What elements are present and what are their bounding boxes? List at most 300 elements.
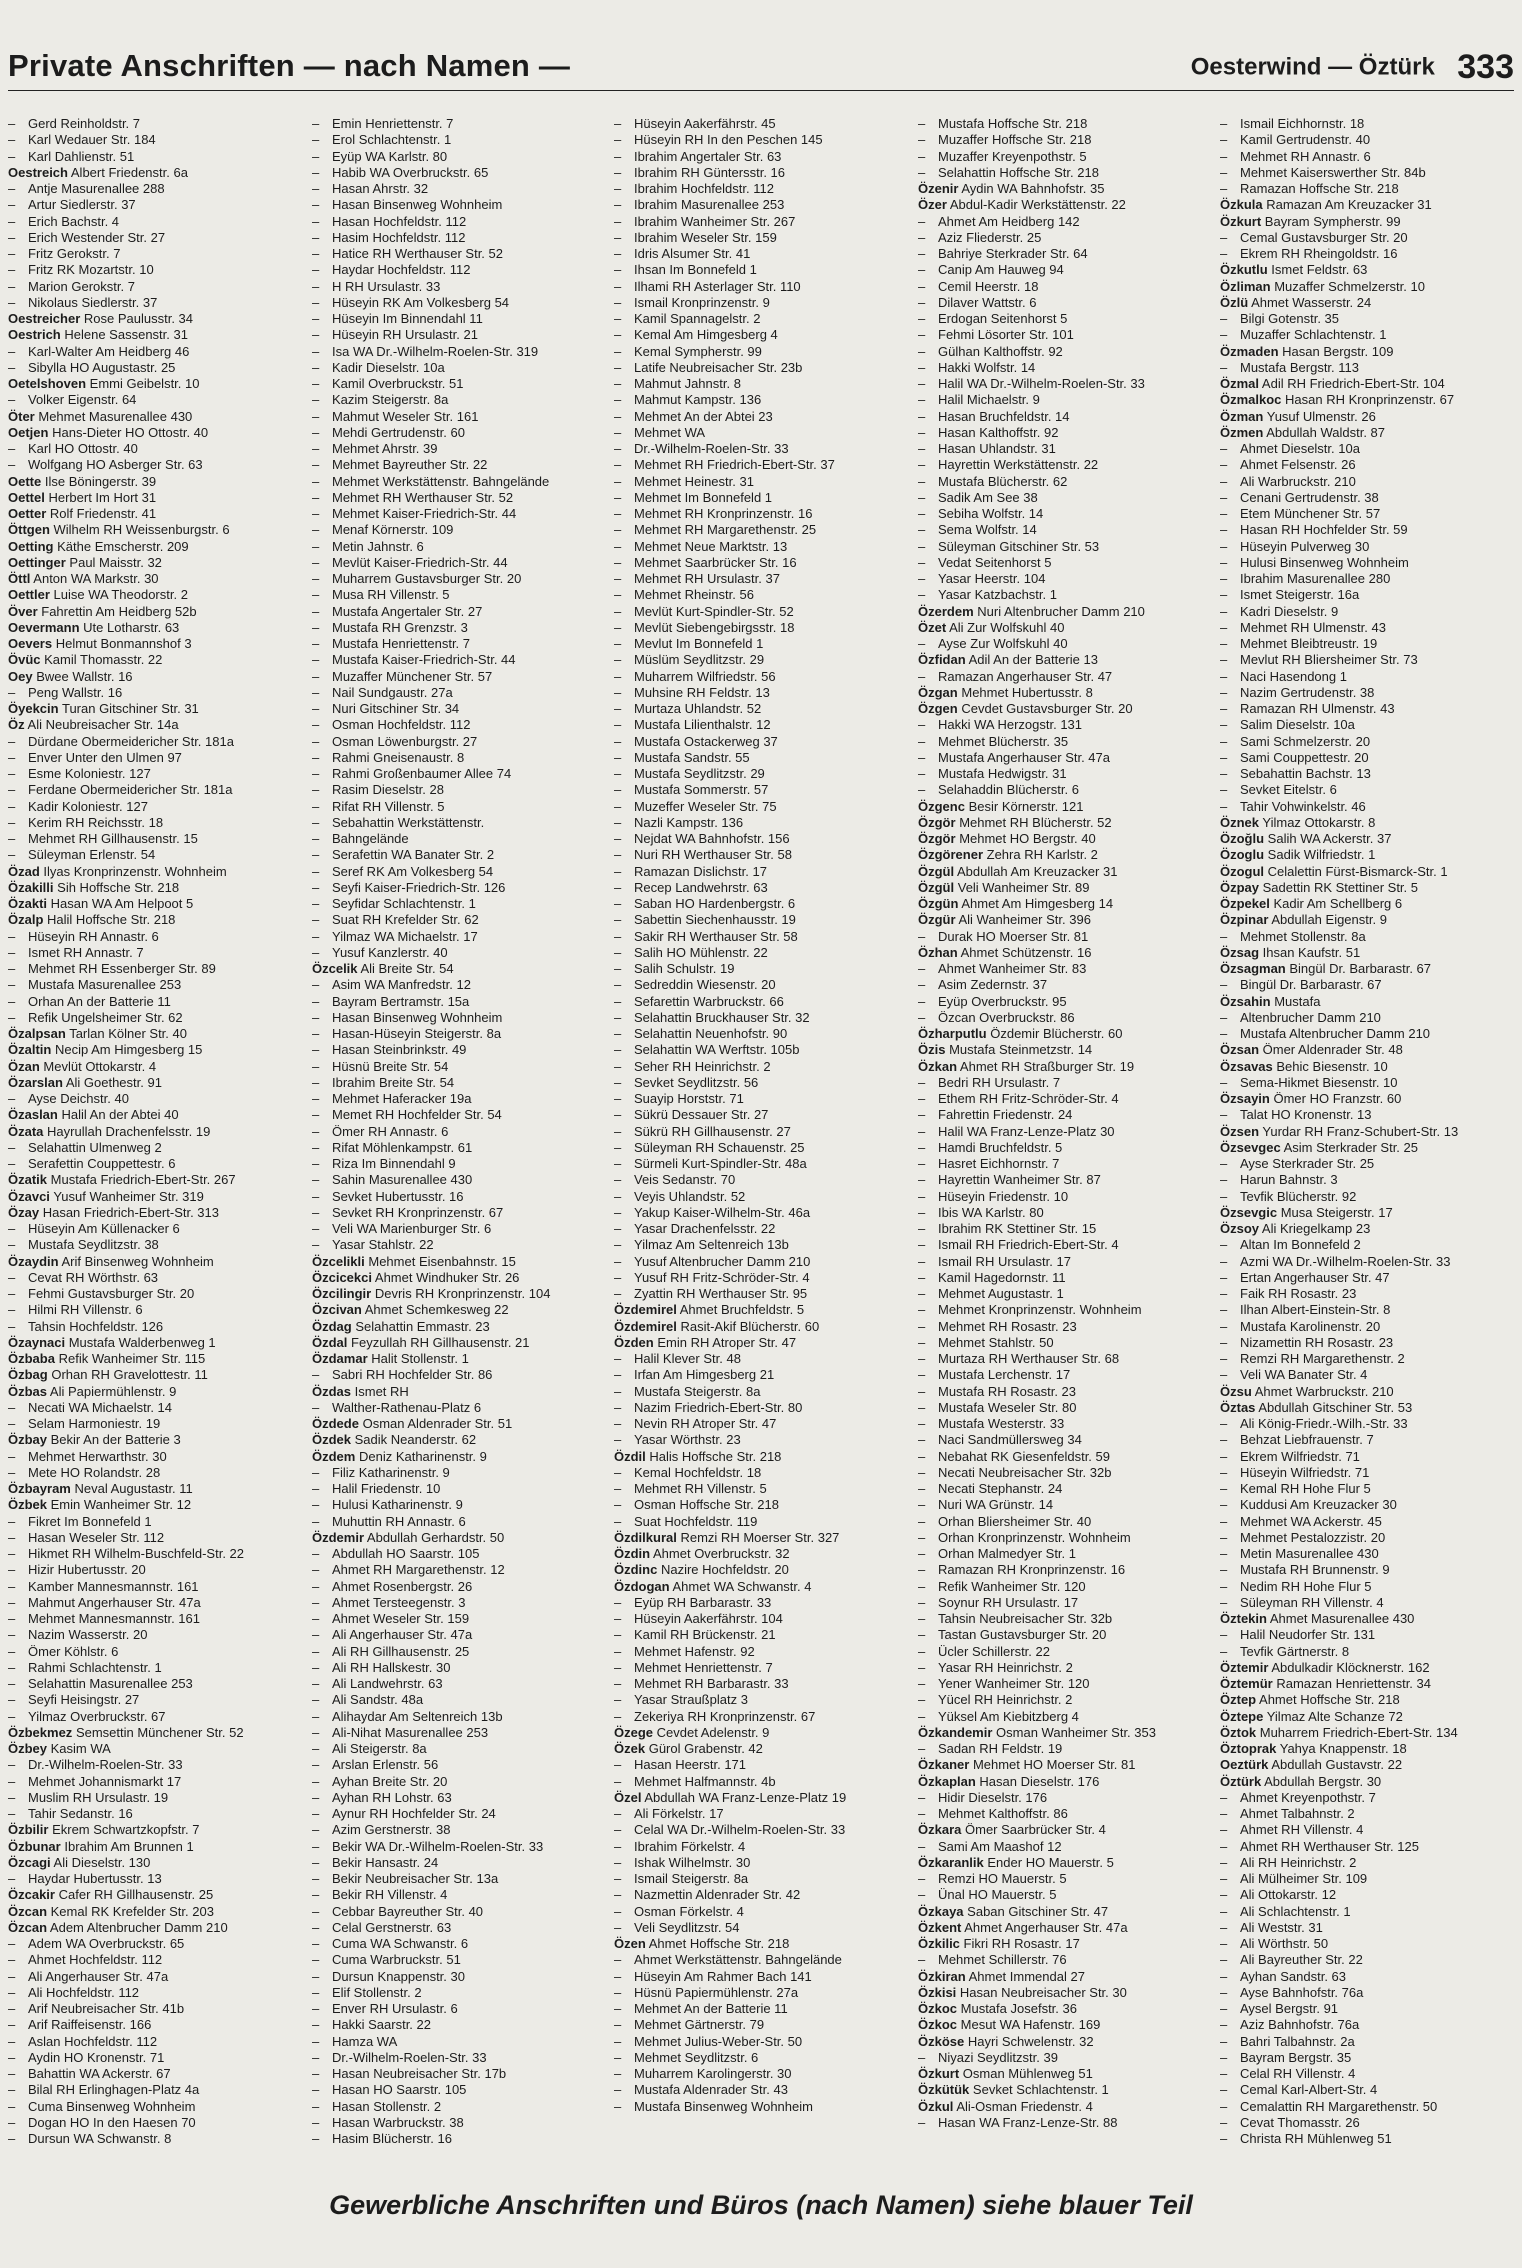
listing-text: Volker Eigenstr. 64 xyxy=(28,392,137,408)
continuation-dash: – xyxy=(918,1253,926,1269)
listing-text: Ibrahim Masurenallee 253 xyxy=(634,197,785,213)
surname: Özgen xyxy=(918,701,958,716)
surname-entry xyxy=(1220,1091,1512,1107)
continuation-dash: – xyxy=(312,1903,320,1919)
listing-entry xyxy=(614,311,906,327)
surname-entry xyxy=(312,1530,604,1546)
continuation-dash: – xyxy=(614,164,622,180)
listing-entry xyxy=(614,2001,906,2017)
surname: Özsayin xyxy=(1220,1091,1270,1106)
listing-text: Yüksel Am Kiebitzberg 4 xyxy=(938,1708,1079,1724)
continuation-dash: – xyxy=(1220,619,1228,635)
listing-text: Ali Neubreisacher Str. 14a xyxy=(27,717,179,733)
listing-entry xyxy=(312,1172,604,1188)
listing-text: Mustafa Kaiser-Friedrich-Str. 44 xyxy=(332,652,516,668)
listing-entry xyxy=(8,441,300,457)
listing-text: Mustafa Karolinenstr. 20 xyxy=(1240,1318,1381,1334)
listing-text: Hasim Blücherstr. 16 xyxy=(332,2131,452,2146)
listing-text: Gerd Reinholdstr. 7 xyxy=(28,116,141,131)
listing-entry xyxy=(614,197,906,213)
listing-entry xyxy=(8,181,300,197)
continuation-dash: – xyxy=(8,977,16,993)
listing-text: Mehmet RH Essenberger Str. 89 xyxy=(28,961,216,976)
listing-text: Emin Wanheimer Str. 12 xyxy=(50,1497,192,1513)
continuation-dash: – xyxy=(312,2098,320,2114)
listing-text: Hans-Dieter HO Ottostr. 40 xyxy=(52,424,209,440)
surname-entry xyxy=(1220,376,1512,392)
listing-text: Mustafa Seydlitzstr. 38 xyxy=(28,1237,159,1253)
surname: Özaltin xyxy=(8,1042,52,1058)
listing-entry xyxy=(614,1059,906,1075)
continuation-dash: – xyxy=(918,1806,926,1821)
surname: Özis xyxy=(918,1042,946,1058)
listing-entry xyxy=(312,1644,604,1660)
listing-entry xyxy=(312,2050,604,2066)
listing-text: Hasan Friedrich-Ebert-Str. 313 xyxy=(42,1204,219,1220)
listing-text: Osman Aldenrader Str. 51 xyxy=(362,1416,513,1431)
listing-text: Albert Friedenstr. 6a xyxy=(70,164,188,180)
listing-text: Mehmet Kaiser-Friedrich-Str. 44 xyxy=(332,506,517,521)
listing-text: Latife Neubreisacher Str. 23b xyxy=(634,359,803,375)
listing-entry xyxy=(312,1936,604,1952)
continuation-dash: – xyxy=(8,1286,16,1301)
listing-text: Saban HO Hardenbergstr. 6 xyxy=(634,896,796,911)
listing-text: Dürdane Obermeidericher Str. 181a xyxy=(28,733,234,749)
listing-text: Nazmettin Aldenrader Str. 42 xyxy=(634,1887,801,1903)
listing-entry xyxy=(614,815,906,831)
continuation-dash: – xyxy=(312,896,320,911)
listing-text: Ayse Deichstr. 40 xyxy=(28,1091,129,1106)
surname: Özköse xyxy=(918,2033,965,2049)
surname-entry xyxy=(1220,994,1512,1010)
listing-text: Ramazan Hoffsche Str. 218 xyxy=(1240,181,1399,196)
continuation-dash: – xyxy=(8,1952,16,1968)
continuation-dash: – xyxy=(312,424,320,440)
continuation-dash: – xyxy=(312,457,320,473)
listing-text: Özdemir Blücherstr. 60 xyxy=(990,1026,1123,1041)
continuation-dash: – xyxy=(918,457,926,473)
listing-text: Ibrahim Hochfeldstr. 112 xyxy=(634,181,774,196)
listing-entry xyxy=(614,376,906,392)
listing-entry xyxy=(312,636,604,652)
continuation-dash: – xyxy=(312,1936,320,1951)
surname-entry xyxy=(918,847,1210,863)
continuation-dash: – xyxy=(918,327,926,343)
listing-text: Musa RH Villenstr. 5 xyxy=(332,587,450,603)
continuation-dash: – xyxy=(312,1042,320,1058)
listing-entry xyxy=(8,1774,300,1790)
continuation-dash: – xyxy=(614,538,622,554)
listing-text: Ibrahim Angertaler Str. 63 xyxy=(634,148,782,164)
listing-entry xyxy=(312,1546,604,1562)
listing-text: Hasan Neubreisacher Str. 30 xyxy=(959,1984,1127,2000)
listing-entry xyxy=(918,214,1210,230)
listing-text: Muzaffer Schmelzerstr. 10 xyxy=(1274,278,1425,294)
continuation-dash: – xyxy=(614,1074,622,1090)
listing-entry xyxy=(614,1270,906,1286)
continuation-dash: – xyxy=(1220,441,1228,456)
continuation-dash: – xyxy=(312,229,320,245)
continuation-dash: – xyxy=(918,1643,926,1659)
surname: Özogul xyxy=(1220,863,1265,879)
surname: Özkul xyxy=(918,2098,954,2114)
surname-entry xyxy=(918,2082,1210,2098)
continuation-dash: – xyxy=(8,1546,16,1561)
surname-entry xyxy=(918,604,1210,620)
listing-entry xyxy=(312,392,604,408)
continuation-dash: – xyxy=(312,1968,320,1984)
continuation-dash: – xyxy=(1220,2114,1228,2130)
continuation-dash: – xyxy=(918,1676,926,1691)
surname-entry xyxy=(8,555,300,571)
continuation-dash: – xyxy=(8,1806,16,1821)
listing-text: Bahngelände xyxy=(332,831,409,846)
continuation-dash: – xyxy=(312,1074,320,1090)
listing-text: Yahya Knappenstr. 18 xyxy=(1279,1741,1407,1756)
listing-text: Muhuttin RH Annastr. 6 xyxy=(332,1513,466,1529)
listing-entry xyxy=(918,1465,1210,1481)
surname-entry xyxy=(8,1384,300,1400)
listing-entry xyxy=(614,782,906,798)
listing-entry xyxy=(918,929,1210,945)
continuation-dash: – xyxy=(614,977,622,993)
continuation-dash: – xyxy=(1220,1334,1228,1350)
surname: Özaslan xyxy=(8,1107,58,1123)
listing-text: Hüseyin Am Küllenacker 6 xyxy=(28,1221,180,1236)
continuation-dash: – xyxy=(918,1627,926,1643)
listing-entry xyxy=(918,1091,1210,1107)
continuation-dash: – xyxy=(8,684,16,700)
continuation-dash: – xyxy=(1220,1936,1228,1951)
listing-text: Süleyman Gitschiner Str. 53 xyxy=(938,538,1100,554)
listing-entry xyxy=(1220,490,1512,506)
listing-text: Selahattin Ulmenweg 2 xyxy=(28,1139,162,1155)
listing-entry xyxy=(614,604,906,620)
listing-text: Celalettin Fürst-Bismarck-Str. 1 xyxy=(1267,863,1448,879)
listing-text: Hasan RH Hochfelder Str. 59 xyxy=(1240,522,1408,538)
listing-text: Mehmet RH Villenstr. 5 xyxy=(634,1481,767,1496)
continuation-dash: – xyxy=(312,1984,320,2000)
surname: Özkara xyxy=(918,1822,962,1838)
listing-entry xyxy=(918,1660,1210,1676)
listing-entry xyxy=(918,1107,1210,1123)
continuation-dash: – xyxy=(614,1204,622,1220)
listing-text: Rahmi Großenbaumer Allee 74 xyxy=(332,766,512,781)
listing-text: Esme Koloniestr. 127 xyxy=(28,766,151,781)
continuation-dash: – xyxy=(918,1448,926,1464)
listing-entry xyxy=(312,1627,604,1643)
continuation-dash: – xyxy=(918,278,926,294)
listing-entry xyxy=(614,1042,906,1058)
continuation-dash: – xyxy=(312,977,320,993)
listing-text: Halil An der Abtei 40 xyxy=(61,1107,179,1123)
listing-entry xyxy=(614,1237,906,1253)
continuation-dash: – xyxy=(312,2049,320,2065)
continuation-dash: – xyxy=(8,1416,16,1431)
listing-entry xyxy=(614,2066,906,2082)
listing-text: Veis Sedanstr. 70 xyxy=(634,1172,736,1188)
listing-entry xyxy=(614,717,906,733)
listing-text: Artur Siedlerstr. 37 xyxy=(28,197,136,213)
listing-entry xyxy=(918,1611,1210,1627)
listing-text: Hasan Binsenweg Wohnheim xyxy=(332,1009,503,1025)
continuation-dash: – xyxy=(1220,522,1228,538)
continuation-dash: – xyxy=(918,1432,926,1448)
listing-text: Behzat Liebfrauenstr. 7 xyxy=(1240,1432,1374,1448)
continuation-dash: – xyxy=(8,1221,16,1236)
listing-text: Bingül Dr. Barbarastr. 67 xyxy=(1289,961,1432,976)
listing-entry xyxy=(312,1774,604,1790)
continuation-dash: – xyxy=(8,798,16,814)
listing-entry xyxy=(312,1985,604,2001)
continuation-dash: – xyxy=(1220,538,1228,554)
continuation-dash: – xyxy=(312,1838,320,1854)
continuation-dash: – xyxy=(614,1123,622,1139)
surname-entry xyxy=(614,1302,906,1318)
listing-text: Kasim WA xyxy=(50,1741,111,1756)
listing-text: Ahmet RH Straßburger Str. 19 xyxy=(959,1058,1135,1074)
listing-entry xyxy=(1220,1026,1512,1042)
continuation-dash: – xyxy=(1220,587,1228,603)
continuation-dash: – xyxy=(918,1269,926,1285)
listing-entry xyxy=(614,961,906,977)
continuation-dash: – xyxy=(614,2001,622,2016)
surname: Özbayram xyxy=(8,1481,71,1496)
listing-text: Mehmet RH Werthauser Str. 52 xyxy=(332,489,514,505)
surname: Özgörener xyxy=(918,847,984,863)
continuation-dash: – xyxy=(614,1594,622,1610)
listing-text: Halil Friedenstr. 10 xyxy=(332,1481,441,1496)
continuation-dash: – xyxy=(614,1854,622,1870)
listing-entry xyxy=(312,1725,604,1741)
continuation-dash: – xyxy=(1220,132,1228,148)
listing-entry xyxy=(1220,1595,1512,1611)
continuation-dash: – xyxy=(918,1204,926,1220)
listing-text: Hüseyin Wilfriedstr. 71 xyxy=(1240,1464,1370,1480)
listing-text: Cebbar Bayreuther Str. 40 xyxy=(332,1903,484,1919)
listing-text: Sami Am Maashof 12 xyxy=(938,1838,1062,1854)
continuation-dash: – xyxy=(1220,1513,1228,1529)
listing-entry xyxy=(918,961,1210,977)
listing-text: Mehmet Stahlstr. 50 xyxy=(938,1334,1054,1350)
listing-text: Adem WA Overbruckstr. 65 xyxy=(28,1936,185,1951)
listing-text: Mustafa Josefstr. 36 xyxy=(960,2001,1077,2016)
listing-entry xyxy=(312,327,604,343)
listing-text: Kemal Hochfeldstr. 18 xyxy=(634,1464,762,1480)
continuation-dash: – xyxy=(614,1351,622,1366)
listing-text: Yilmaz Ottokarstr. 8 xyxy=(1262,814,1376,830)
continuation-dash: – xyxy=(1220,1887,1228,1903)
listing-entry xyxy=(614,1107,906,1123)
listing-entry xyxy=(614,831,906,847)
continuation-dash: – xyxy=(918,1513,926,1529)
listing-entry xyxy=(1220,1254,1512,1270)
listing-entry xyxy=(1220,1237,1512,1253)
surname: Oeztürk xyxy=(1220,1757,1269,1773)
listing-text: Yurdar RH Franz-Schubert-Str. 13 xyxy=(1262,1123,1459,1139)
surname: Oestreich xyxy=(8,164,68,180)
listing-entry xyxy=(8,1286,300,1302)
continuation-dash: – xyxy=(312,1204,320,1220)
listing-text: Selahattin WA Werftstr. 105b xyxy=(634,1042,800,1058)
directory-column-5 xyxy=(1220,116,1512,2158)
listing-text: Seref RK Am Volkesberg 54 xyxy=(332,863,494,879)
surname-entry xyxy=(8,1124,300,1140)
listing-text: Salih WA Ackerstr. 37 xyxy=(1267,831,1392,846)
listing-text: Nuri RH Werthauser Str. 58 xyxy=(634,847,792,863)
listing-text: Remzi RH Moerser Str. 327 xyxy=(680,1529,840,1545)
surname: Özkurt xyxy=(918,2066,960,2081)
listing-text: Ali RH Heinrichstr. 2 xyxy=(1240,1854,1357,1870)
surname-entry xyxy=(1220,1059,1512,1075)
listing-entry xyxy=(8,2017,300,2033)
listing-text: Mehmet Kronprinzenstr. Wohnheim xyxy=(938,1302,1142,1318)
surname-entry xyxy=(1220,1140,1512,1156)
listing-entry xyxy=(1220,734,1512,750)
listing-text: Ömer Aldenrader Str. 48 xyxy=(1262,1042,1403,1058)
surname: Özmalkoc xyxy=(1220,392,1282,408)
listing-entry xyxy=(614,1286,906,1302)
listing-entry xyxy=(614,1416,906,1432)
continuation-dash: – xyxy=(1220,1286,1228,1301)
listing-entry xyxy=(918,1562,1210,1578)
listing-text: Hasan Dieselstr. 176 xyxy=(979,1773,1100,1789)
continuation-dash: – xyxy=(312,506,320,521)
listing-text: Mehmet RH Friedrich-Ebert-Str. 37 xyxy=(634,457,835,473)
listing-text: Muzaffer Münchener Str. 57 xyxy=(332,668,493,684)
listing-text: Ihsan Kaufstr. 51 xyxy=(1262,944,1361,960)
listing-entry xyxy=(918,1124,1210,1140)
listing-text: Yusuf Kanzlerstr. 40 xyxy=(332,944,448,960)
listing-text: Ahmet RH Werthauser Str. 125 xyxy=(1240,1838,1419,1854)
listing-text: Dr.-Wilhelm-Roelen-Str. 33 xyxy=(634,441,789,456)
listing-entry xyxy=(614,929,906,945)
continuation-dash: – xyxy=(8,2066,16,2081)
listing-entry xyxy=(8,1757,300,1773)
listing-entry xyxy=(918,1270,1210,1286)
listing-text: Remzi RH Margarethenstr. 2 xyxy=(1240,1351,1405,1366)
listing-entry xyxy=(1220,1627,1512,1643)
listing-text: Cemil Heerstr. 18 xyxy=(938,278,1039,294)
continuation-dash: – xyxy=(918,977,926,993)
listing-text: Ferdane Obermeidericher Str. 181a xyxy=(28,782,233,798)
continuation-dash: – xyxy=(312,489,320,505)
surname: Oette xyxy=(8,473,42,489)
continuation-dash: – xyxy=(312,1091,320,1106)
surname-entry xyxy=(8,1075,300,1091)
surname-entry xyxy=(8,587,300,603)
listing-text: Kuddusi Am Kreuzacker 30 xyxy=(1240,1497,1397,1513)
continuation-dash: – xyxy=(614,489,622,505)
continuation-dash: – xyxy=(614,424,622,440)
continuation-dash: – xyxy=(8,1513,16,1529)
surname-entry xyxy=(918,1774,1210,1790)
surname-entry xyxy=(918,1725,1210,1741)
listing-entry xyxy=(918,262,1210,278)
listing-text: Yilmaz WA Michaelstr. 17 xyxy=(332,928,478,944)
surname-entry xyxy=(918,181,1210,197)
continuation-dash: – xyxy=(8,2131,16,2146)
surname: Özgan xyxy=(918,684,958,700)
continuation-dash: – xyxy=(614,522,622,538)
continuation-dash: – xyxy=(1220,766,1228,781)
surname-entry xyxy=(8,896,300,912)
listing-text: Mehmet An der Batterie 11 xyxy=(634,2001,788,2016)
surname-entry xyxy=(918,1042,1210,1058)
listing-text: Ahmet Warbruckstr. 210 xyxy=(1254,1383,1394,1399)
listing-entry xyxy=(1220,604,1512,620)
listing-text: Osman Mühlenweg 51 xyxy=(962,2066,1093,2081)
continuation-dash: – xyxy=(8,1676,16,1691)
listing-entry xyxy=(614,2050,906,2066)
listing-text: Talat HO Kronenstr. 13 xyxy=(1240,1107,1372,1123)
surname-entry xyxy=(8,1481,300,1497)
listing-entry xyxy=(614,1806,906,1822)
surname: Özkaya xyxy=(918,1903,964,1919)
continuation-dash: – xyxy=(312,1741,320,1756)
listing-text: Elif Stollenstr. 2 xyxy=(332,1984,422,2000)
continuation-dash: – xyxy=(918,587,926,603)
continuation-dash: – xyxy=(8,1139,16,1155)
continuation-dash: – xyxy=(8,814,16,830)
listing-text: Hasan Hochfeldstr. 112 xyxy=(332,213,467,229)
continuation-dash: – xyxy=(614,359,622,375)
listing-entry xyxy=(1220,246,1512,262)
listing-text: Bedri RH Ursulastr. 7 xyxy=(938,1074,1061,1090)
listing-entry xyxy=(8,262,300,278)
listing-entry xyxy=(1220,1969,1512,1985)
listing-entry xyxy=(8,279,300,295)
listing-text: Mehmet Kaiserswerther Str. 84b xyxy=(1240,164,1426,180)
listing-text: Erich Westender Str. 27 xyxy=(28,229,166,245)
listing-text: Harun Bahnstr. 3 xyxy=(1240,1172,1338,1188)
listing-entry xyxy=(312,246,604,262)
continuation-dash: – xyxy=(312,701,320,716)
listing-entry xyxy=(614,1205,906,1221)
surname: Özcelik xyxy=(312,961,358,976)
listing-text: Aziz Fliederstr. 25 xyxy=(938,229,1042,245)
listing-entry xyxy=(312,750,604,766)
listing-entry xyxy=(614,977,906,993)
continuation-dash: – xyxy=(312,1871,320,1886)
listing-text: Osman Löwenburgstr. 27 xyxy=(332,733,478,749)
surname: Özsag xyxy=(1220,944,1260,960)
listing-text: Saban Gitschiner Str. 47 xyxy=(967,1903,1109,1919)
continuation-dash: – xyxy=(312,262,320,278)
listing-entry xyxy=(8,1676,300,1692)
listing-text: Ismail RH Friedrich-Ebert-Str. 4 xyxy=(938,1237,1119,1253)
continuation-dash: – xyxy=(918,408,926,424)
listing-entry xyxy=(312,604,604,620)
listing-text: Mevlut Im Bonnefeld 1 xyxy=(634,636,764,651)
listing-entry xyxy=(8,1611,300,1627)
continuation-dash: – xyxy=(614,1708,622,1724)
listing-text: Ismail Steigerstr. 8a xyxy=(634,1871,749,1886)
listing-text: Sadik Wilfriedstr. 1 xyxy=(1267,847,1376,863)
listing-entry xyxy=(918,587,1210,603)
continuation-dash: – xyxy=(918,473,926,489)
continuation-dash: – xyxy=(614,229,622,245)
continuation-dash: – xyxy=(918,359,926,375)
continuation-dash: – xyxy=(918,229,926,245)
listing-text: Mahmut Jahnstr. 8 xyxy=(634,376,741,391)
surname: Öznek xyxy=(1220,814,1260,830)
listing-text: Abdullah HO Saarstr. 105 xyxy=(332,1546,480,1561)
continuation-dash: – xyxy=(918,1611,926,1626)
listing-entry xyxy=(918,1595,1210,1611)
listing-entry xyxy=(614,1156,906,1172)
continuation-dash: – xyxy=(918,1221,926,1236)
